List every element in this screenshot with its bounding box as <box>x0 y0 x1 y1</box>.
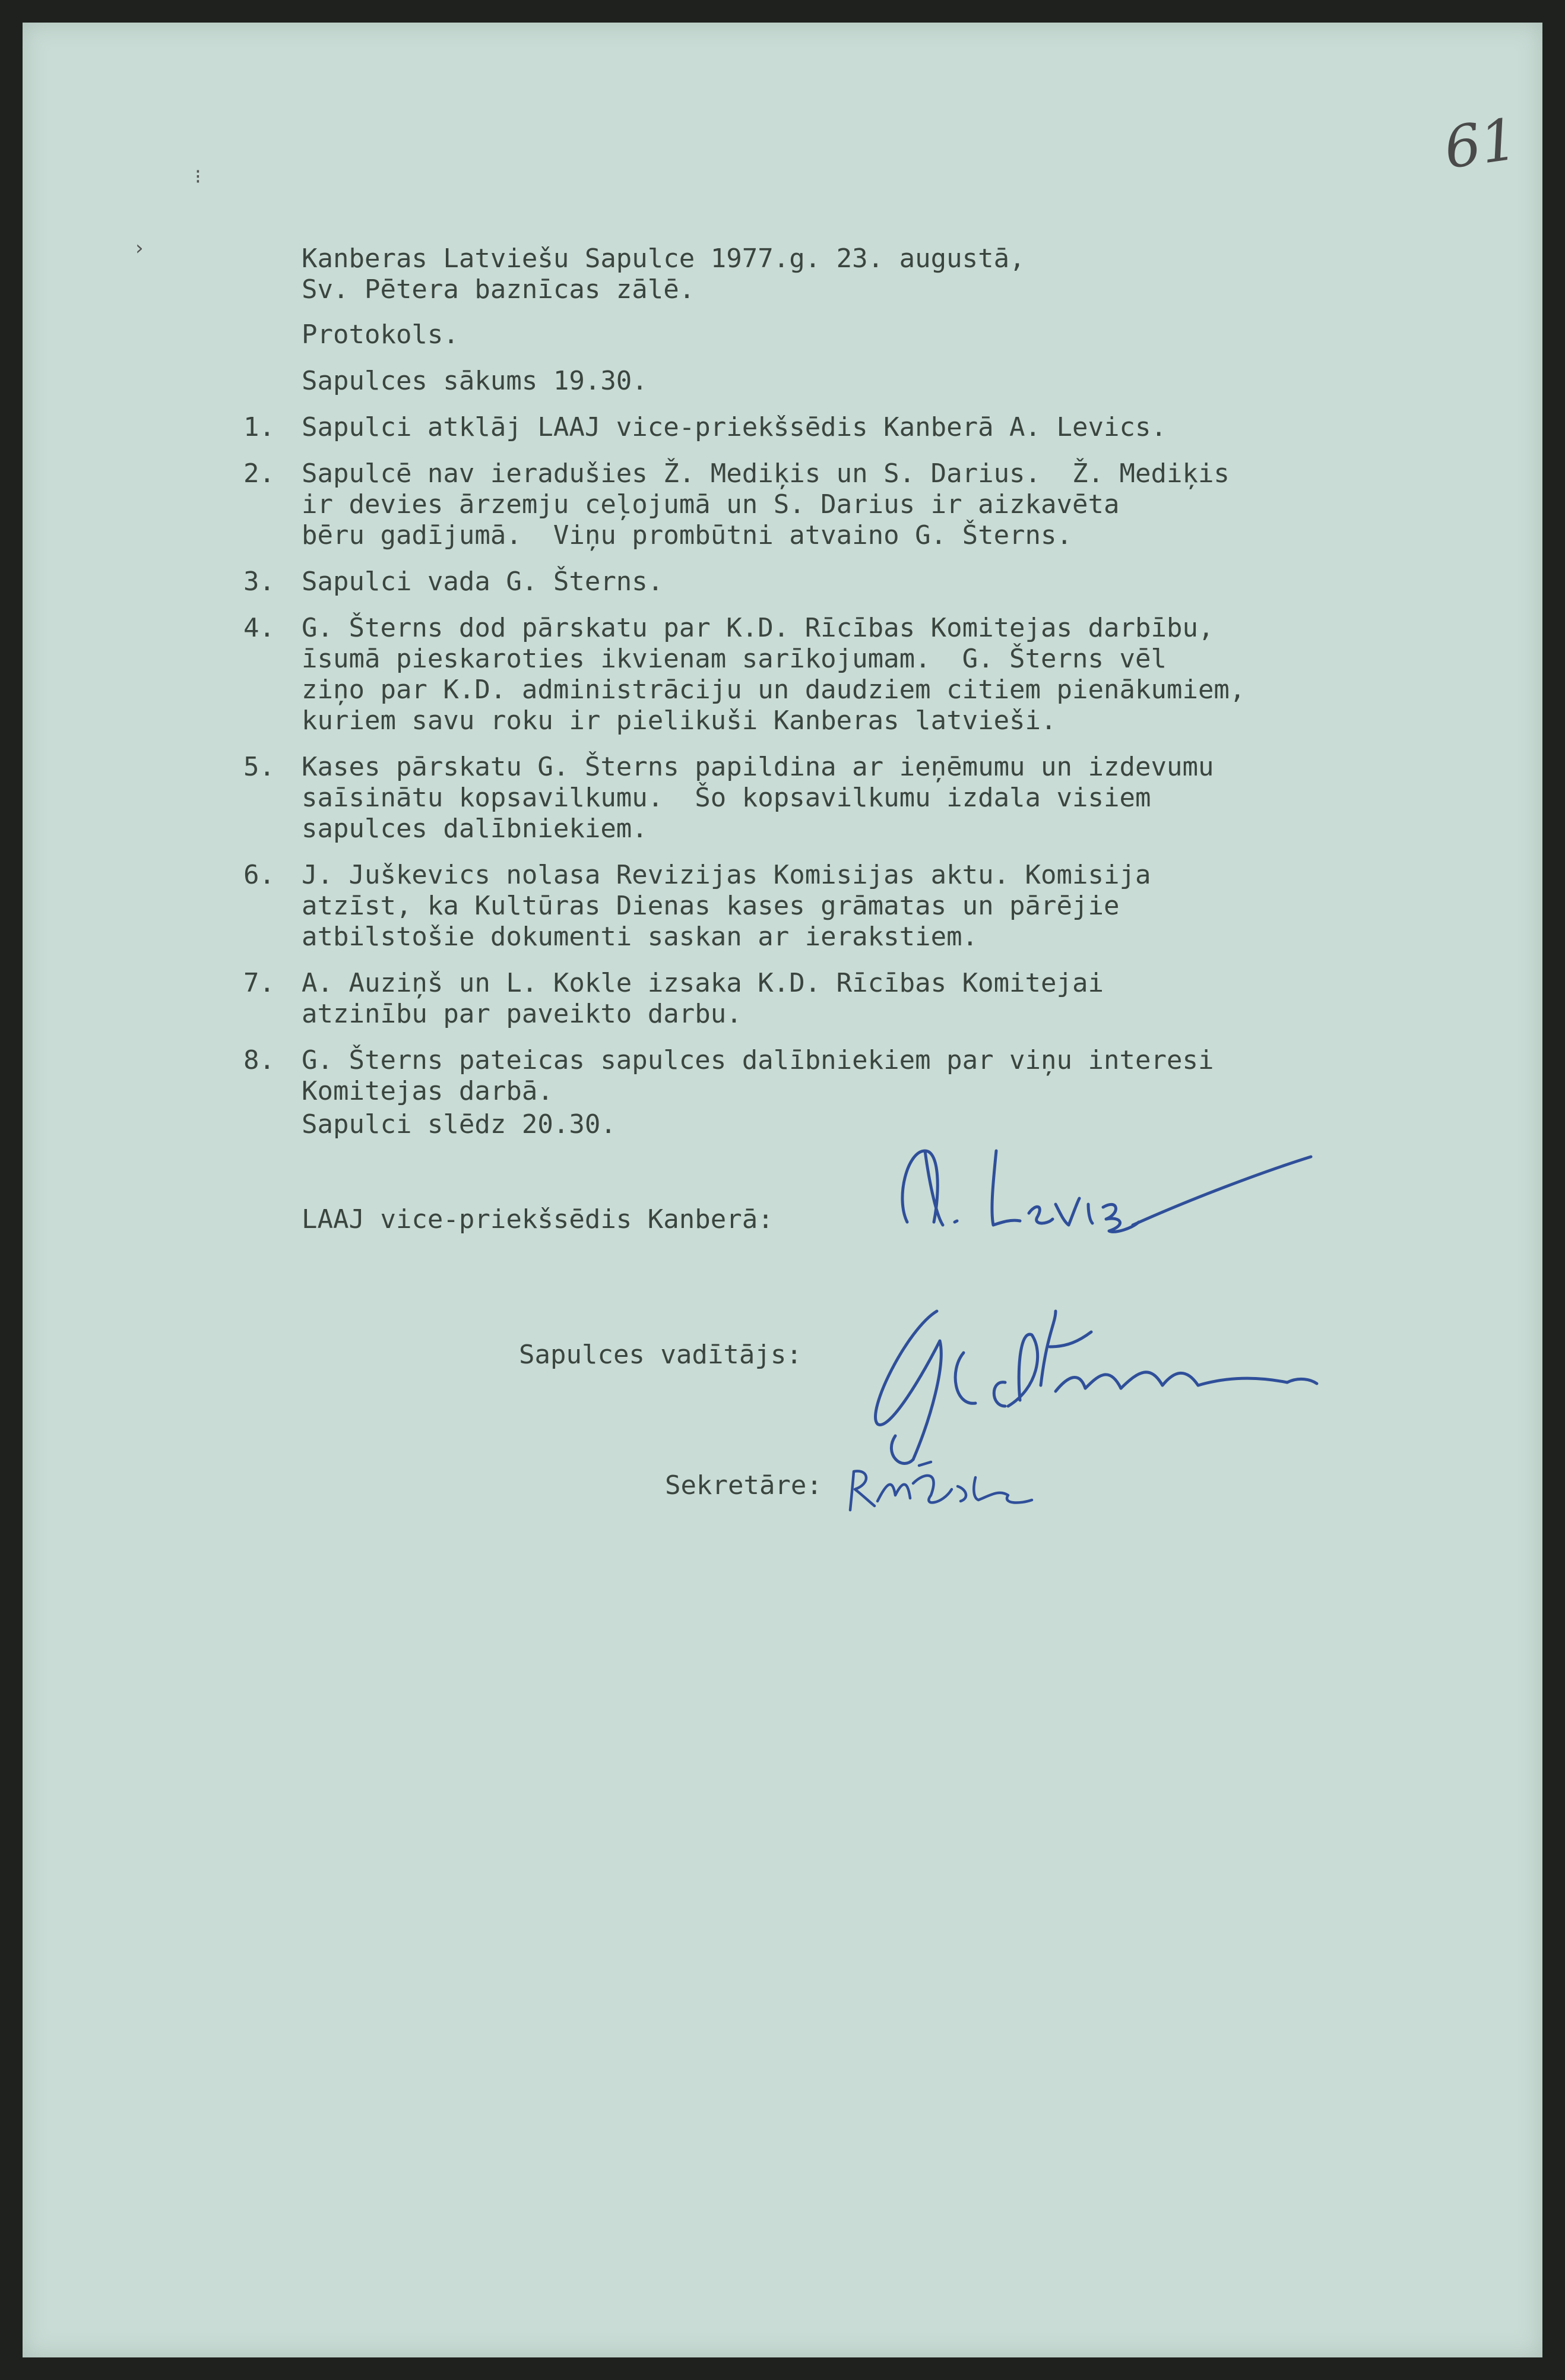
item-text-line: Kases pārskatu G. Šterns papildina ar ieņēmumu un izdevumu <box>302 752 1214 782</box>
item-text-line: īsumā pieskaroties ikvienam sarīkojumam. G. Šterns vēl <box>302 644 1167 674</box>
meeting-close: Sapulci slēdz 20.30. <box>302 1109 616 1140</box>
item-number: 2. <box>243 458 275 489</box>
secretary-signature <box>842 1454 1056 1519</box>
item-text-line: A. Auziņš un L. Kokle izsaka K.D. Rīcības Komitejai <box>302 968 1104 998</box>
item-number: 4. <box>243 613 275 643</box>
item-text-line: sapulces dalībniekiem. <box>302 814 648 844</box>
item-number: 6. <box>243 860 275 890</box>
item-text-line: Sapulci vada G. Šterns. <box>302 566 664 597</box>
item-text-line: bēru gadījumā. Viņu prombūtni atvaino G. Šterns. <box>302 520 1073 550</box>
chair-label: Sapulces vadītājs: <box>519 1340 802 1370</box>
header-line-1: Kanberas Latviešu Sapulce 1977.g. 23. augustā, <box>302 243 1025 274</box>
item-text-line: J. Juškevics nolasa Revizijas Komisijas aktu. Komisija <box>302 860 1151 890</box>
item-text-line: Sapulci atklāj LAAJ vice-priekšsēdis Kanberā A. Levics. <box>302 412 1167 442</box>
item-text-line: atzinību par paveikto darbu. <box>302 999 742 1029</box>
secretary-label: Sekretāre: <box>665 1470 822 1501</box>
item-number: 8. <box>243 1045 275 1075</box>
margin-marks: › <box>135 236 144 260</box>
margin-marks: ⁝ <box>195 165 201 189</box>
item-number: 7. <box>243 968 275 998</box>
vice-chair-signature <box>883 1115 1335 1270</box>
item-text-line: ziņo par K.D. administrāciju un daudziem citiem pienākumiem, <box>302 675 1246 705</box>
vice-chair-label: LAAJ vice-priekšsēdis Kanberā: <box>302 1204 774 1235</box>
item-text-line: Sapulcē nav ieradušies Ž. Mediķis un S. Darius. Ž. Mediķis <box>302 458 1230 489</box>
item-number: 3. <box>243 566 275 597</box>
meeting-start: Sapulces sākums 19.30. <box>302 366 648 396</box>
item-text-line: ir devies ārzemju ceļojumā un S. Darius ir aizkavēta <box>302 489 1120 520</box>
header-line-2: Sv. Pētera baznīcas zālē. <box>302 274 695 305</box>
item-text-line: atbilstošie dokumenti saskan ar ierakstiem. <box>302 922 978 952</box>
item-text-line: kuriem savu roku ir pielikuši Kanberas latvieši. <box>302 705 1057 736</box>
folio-number: 61 <box>1440 106 1522 182</box>
item-text-line: G. Šterns pateicas sapulces dalībniekiem par viņu interesi <box>302 1045 1214 1075</box>
document-title: Protokols. <box>302 319 459 350</box>
item-number: 1. <box>243 412 275 442</box>
item-text-line: Komitejas darbā. <box>302 1076 553 1106</box>
item-text-line: atzīst, ka Kultūras Dienas kases grāmatas un pārējie <box>302 891 1120 921</box>
item-number: 5. <box>243 752 275 782</box>
chair-signature <box>842 1276 1459 1477</box>
item-text-line: saīsinātu kopsavilkumu. Šo kopsavilkumu izdala visiem <box>302 783 1151 813</box>
document-page <box>23 23 1542 2357</box>
item-text-line: G. Šterns dod pārskatu par K.D. Rīcības Komitejas darbību, <box>302 613 1214 643</box>
